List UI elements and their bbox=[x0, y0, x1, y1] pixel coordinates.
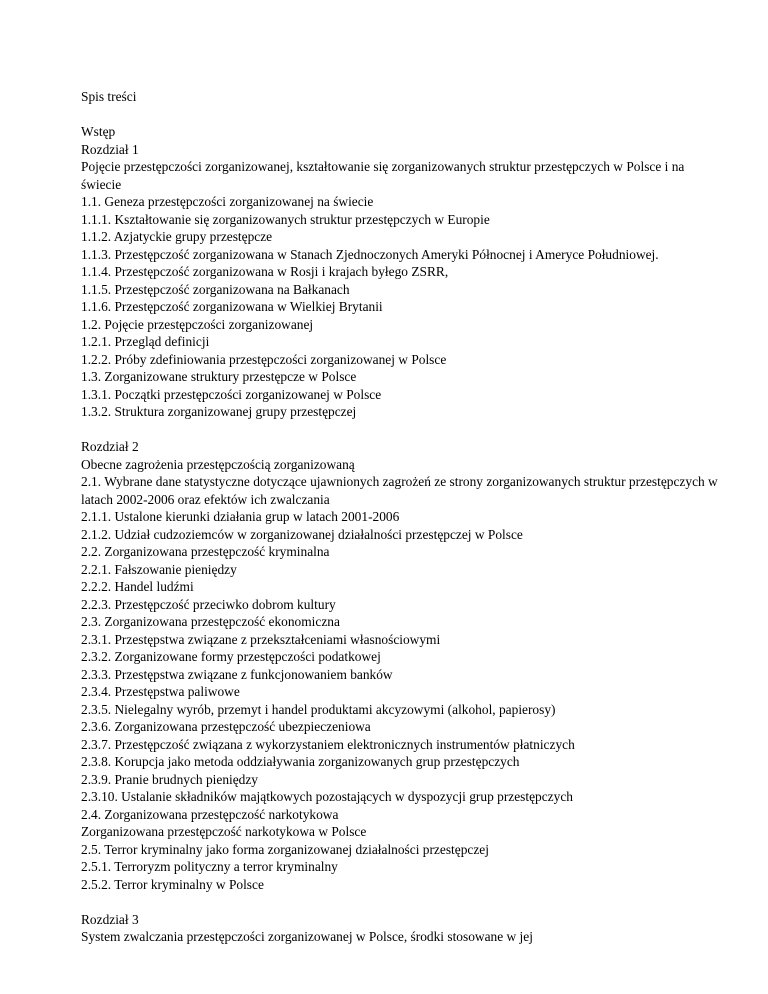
toc-line: 1.1.2. Azjatyckie grupy przestępcze bbox=[81, 229, 273, 244]
toc-section bbox=[81, 438, 721, 893]
toc-line: 2.3.8. Korupcja jako metoda oddziaływania zorganizowanych grup przestępczych bbox=[81, 754, 520, 769]
toc-line: 1.2. Pojęcie przestępczości zorganizowanej bbox=[81, 316, 314, 332]
toc-line: 1.1.4. Przestępczość zorganizowana w Rosji i krajach byłego ZSRR, bbox=[81, 264, 449, 279]
toc-line: 1.2.2. Próby zdefiniowania przestępczości zorganizowanej w Polsce bbox=[81, 351, 447, 367]
toc-line: 2.1.2. Udział cudzoziemców w zorganizowanej działalności przestępczej w Polsce bbox=[81, 526, 523, 542]
toc-line: 2.3. Zorganizowana przestępczość ekonomiczna bbox=[81, 614, 340, 629]
toc-line: 2.5.1. Terroryzm polityczny a terror kryminalny bbox=[81, 859, 338, 874]
toc-line: 2.1. Wybrane dane statystyczne dotyczące ujawnionych zagrożeń ze strony zorganizowanych struktur przestępczych w latach 2002-2006 oraz efektów ich zwalczania bbox=[81, 474, 718, 507]
toc-line: 1.2.1. Przegląd definicji bbox=[81, 334, 210, 349]
toc-line: 2.2.3. Przestępczość przeciwko dobrom kultury bbox=[81, 596, 336, 612]
toc-line: 1.1.3. Przestępczość zorganizowana w Stanach Zjednoczonych Ameryki Północnej i Ameryce Południowej. bbox=[81, 246, 659, 262]
toc-line: 1.1.1. Kształtowanie się zorganizowanych struktur przestępczych w Europie bbox=[81, 211, 490, 227]
toc-line: 2.5. Terror kryminalny jako forma zorganizowanej działalności przestępczej bbox=[81, 841, 489, 857]
toc-line: Zorganizowana przestępczość narkotykowa w Polsce bbox=[81, 824, 367, 839]
toc-line: Obecne zagrożenia przestępczością zorganizowaną bbox=[81, 456, 355, 472]
toc-line: Rozdział 1 bbox=[81, 141, 139, 157]
toc-line: 2.1.1. Ustalone kierunki działania grup w latach 2001-2006 bbox=[81, 509, 400, 524]
toc-line: Pojęcie przestępczości zorganizowanej, kształtowanie się zorganizowanych struktur przestępczych w Polsce i na świecie bbox=[81, 159, 685, 192]
document-page bbox=[81, 88, 721, 963]
toc-line: 2.2. Zorganizowana przestępczość kryminalna bbox=[81, 544, 330, 559]
toc-section bbox=[81, 911, 721, 946]
toc-line: 1.1.5. Przestępczość zorganizowana na Bałkanach bbox=[81, 281, 350, 297]
table-of-contents bbox=[81, 123, 721, 946]
toc-line: 1.3.1. Początki przestępczości zorganizowanej w Polsce bbox=[81, 386, 382, 402]
toc-line: System zwalczania przestępczości zorganizowanej w Polsce, środki stosowane w jej bbox=[81, 929, 533, 944]
toc-line: 1.3. Zorganizowane struktury przestępcze w Polsce bbox=[81, 369, 357, 384]
toc-line: 1.1. Geneza przestępczości zorganizowanej na świecie bbox=[81, 194, 374, 209]
toc-line: 1.1.6. Przestępczość zorganizowana w Wielkiej Brytanii bbox=[81, 299, 383, 314]
toc-line: 2.4. Zorganizowana przestępczość narkotykowa bbox=[81, 806, 339, 822]
toc-section bbox=[81, 123, 721, 421]
toc-line: 1.3.2. Struktura zorganizowanej grupy przestępczej bbox=[81, 404, 357, 419]
toc-line: 2.3.4. Przestępstwa paliwowe bbox=[81, 684, 240, 699]
toc-line: 2.3.3. Przestępstwa związane z funkcjonowaniem banków bbox=[81, 666, 393, 682]
toc-line: 2.3.5. Nielegalny wyrób, przemyt i handel produktami akcyzowymi (alkohol, papierosy) bbox=[81, 701, 556, 717]
toc-line: 2.2.2. Handel ludźmi bbox=[81, 579, 194, 594]
toc-line: 2.2.1. Fałszowanie pieniędzy bbox=[81, 561, 237, 577]
toc-line: Rozdział 3 bbox=[81, 911, 139, 927]
toc-line: Rozdział 2 bbox=[81, 439, 139, 454]
toc-line: 2.3.10. Ustalanie składników majątkowych pozostających w dyspozycji grup przestępczych bbox=[81, 789, 573, 804]
toc-line: 2.3.7. Przestępczość związana z wykorzystaniem elektronicznych instrumentów płatniczych bbox=[81, 736, 575, 752]
toc-line: 2.5.2. Terror kryminalny w Polsce bbox=[81, 876, 264, 892]
toc-line: 2.3.6. Zorganizowana przestępczość ubezpieczeniowa bbox=[81, 719, 371, 734]
toc-line: 2.3.1. Przestępstwa związane z przekształceniami własnościowymi bbox=[81, 631, 441, 647]
toc-line: Wstęp bbox=[81, 124, 116, 139]
document-title: Spis treści bbox=[81, 89, 137, 104]
toc-line: 2.3.9. Pranie brudnych pieniędzy bbox=[81, 771, 259, 787]
toc-line: 2.3.2. Zorganizowane formy przestępczości podatkowej bbox=[81, 649, 381, 664]
